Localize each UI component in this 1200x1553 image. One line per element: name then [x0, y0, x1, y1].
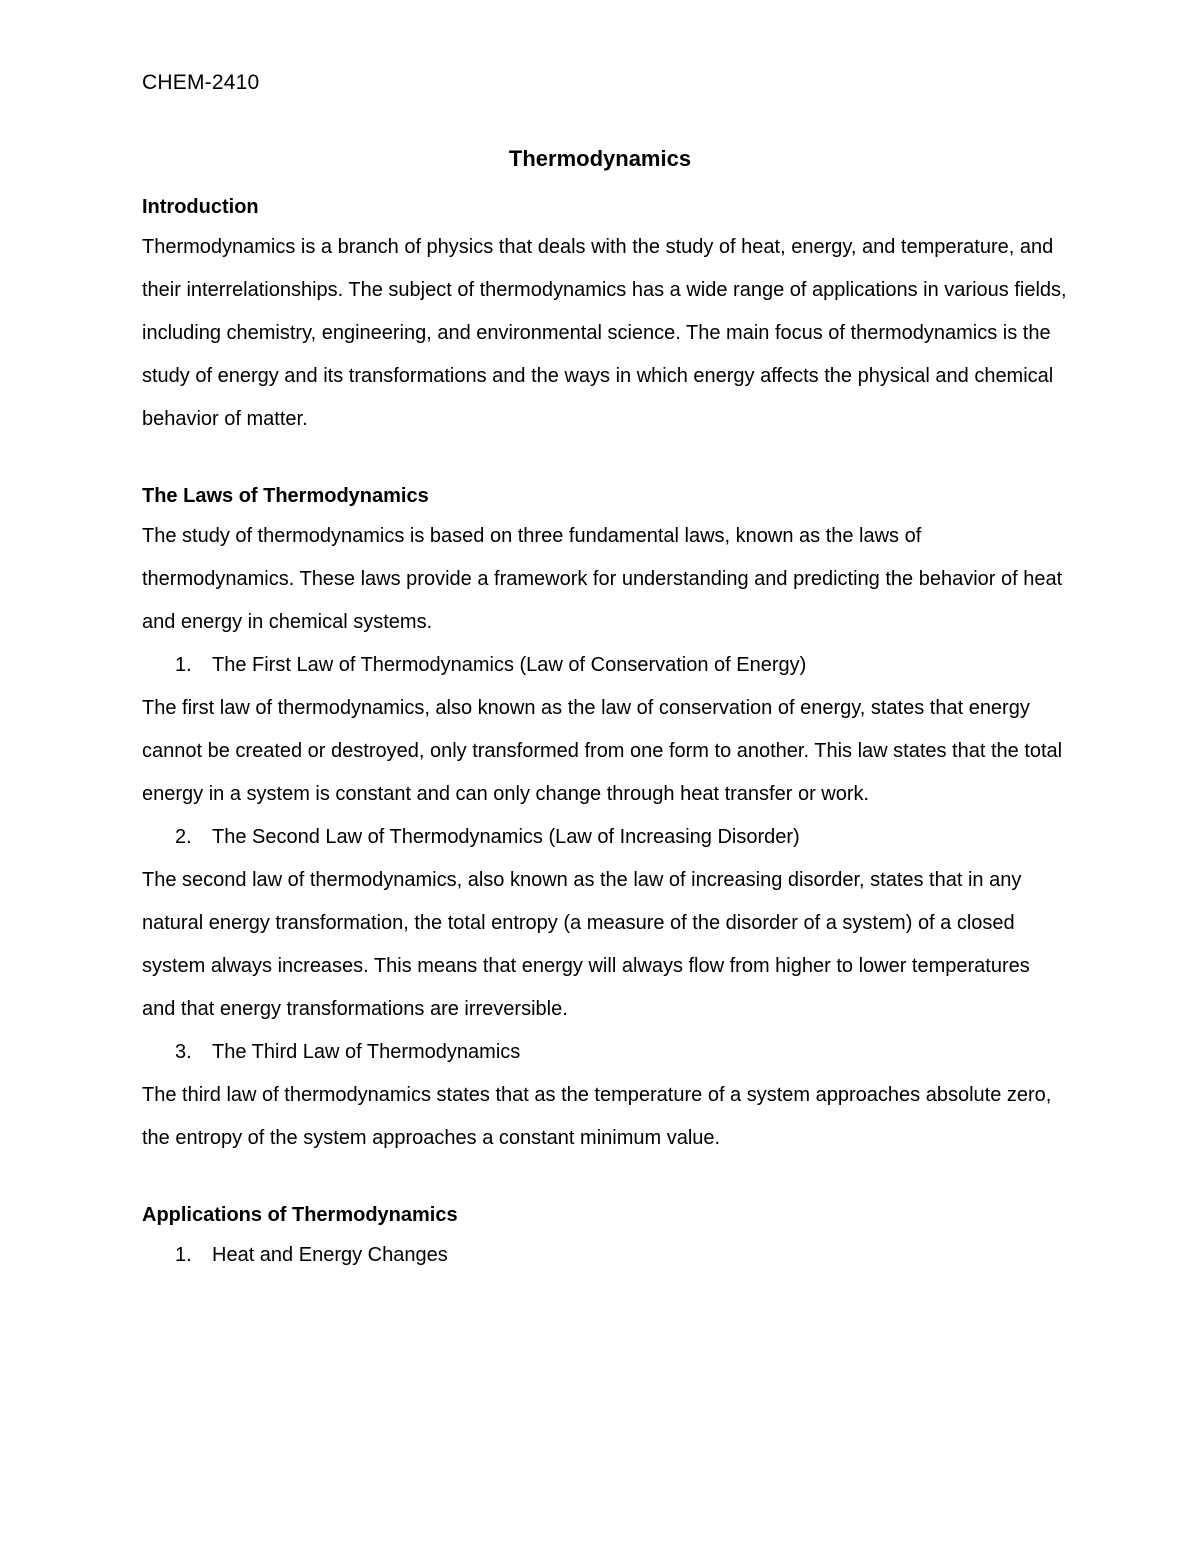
law-description: The second law of thermodynamics, also known as the law of increasing disorder, states that in any natural energy transformation, the total entropy (a measure of the disorder of a system) of a closed system always increases. This means that energy will always flow from higher to lower temperatures and that energy transformations are irreversible. [142, 869, 1030, 1020]
list-number: 1. [175, 1244, 192, 1266]
course-code: CHEM-2410 [142, 71, 260, 94]
list-number: 1. [175, 654, 192, 676]
law-list-item [142, 1031, 1067, 1074]
law-title: The Second Law of Thermodynamics (Law of Increasing Disorder) [212, 826, 800, 848]
law-description: The third law of thermodynamics states that as the temperature of a system approaches absolute zero, the entropy of the system approaches a constant minimum value. [142, 1084, 1052, 1149]
section-spacer [142, 1160, 1067, 1200]
applications-heading: Applications of Thermodynamics [142, 1204, 458, 1226]
law-title: The First Law of Thermodynamics (Law of Conservation of Energy) [212, 654, 807, 676]
document-title: Thermodynamics [508, 146, 692, 171]
introduction-paragraph: Thermodynamics is a branch of physics that deals with the study of heat, energy, and temperature, and their interrelationships. The subject of thermodynamics has a wide range of applications in various fields, including chemistry, engineering, and environmental science. The main focus of thermodynamics is the study of energy and its transformations and the ways in which energy affects the physical and chemical behavior of matter. [142, 236, 1067, 430]
law-title: The Third Law of Thermodynamics [212, 1041, 521, 1063]
introduction-heading: Introduction [142, 196, 259, 218]
law-list-item [142, 644, 1067, 687]
list-number: 3. [175, 1041, 192, 1063]
application-title: Heat and Energy Changes [212, 1244, 448, 1266]
application-list-item [142, 1234, 1067, 1277]
document-body [142, 192, 1067, 1277]
list-number: 2. [175, 826, 192, 848]
law-list-item [142, 816, 1067, 859]
laws-paragraph: The study of thermodynamics is based on three fundamental laws, known as the laws of thermodynamics. These laws provide a framework for understanding and predicting the behavior of heat and energy in chemical systems. [142, 525, 1063, 633]
laws-heading: The Laws of Thermodynamics [142, 485, 429, 507]
section-spacer [142, 441, 1067, 481]
law-description: The first law of thermodynamics, also known as the law of conservation of energy, states that energy cannot be created or destroyed, only transformed from one form to another. This law states that the total energy in a system is constant and can only change through heat transfer or work. [142, 697, 1063, 805]
